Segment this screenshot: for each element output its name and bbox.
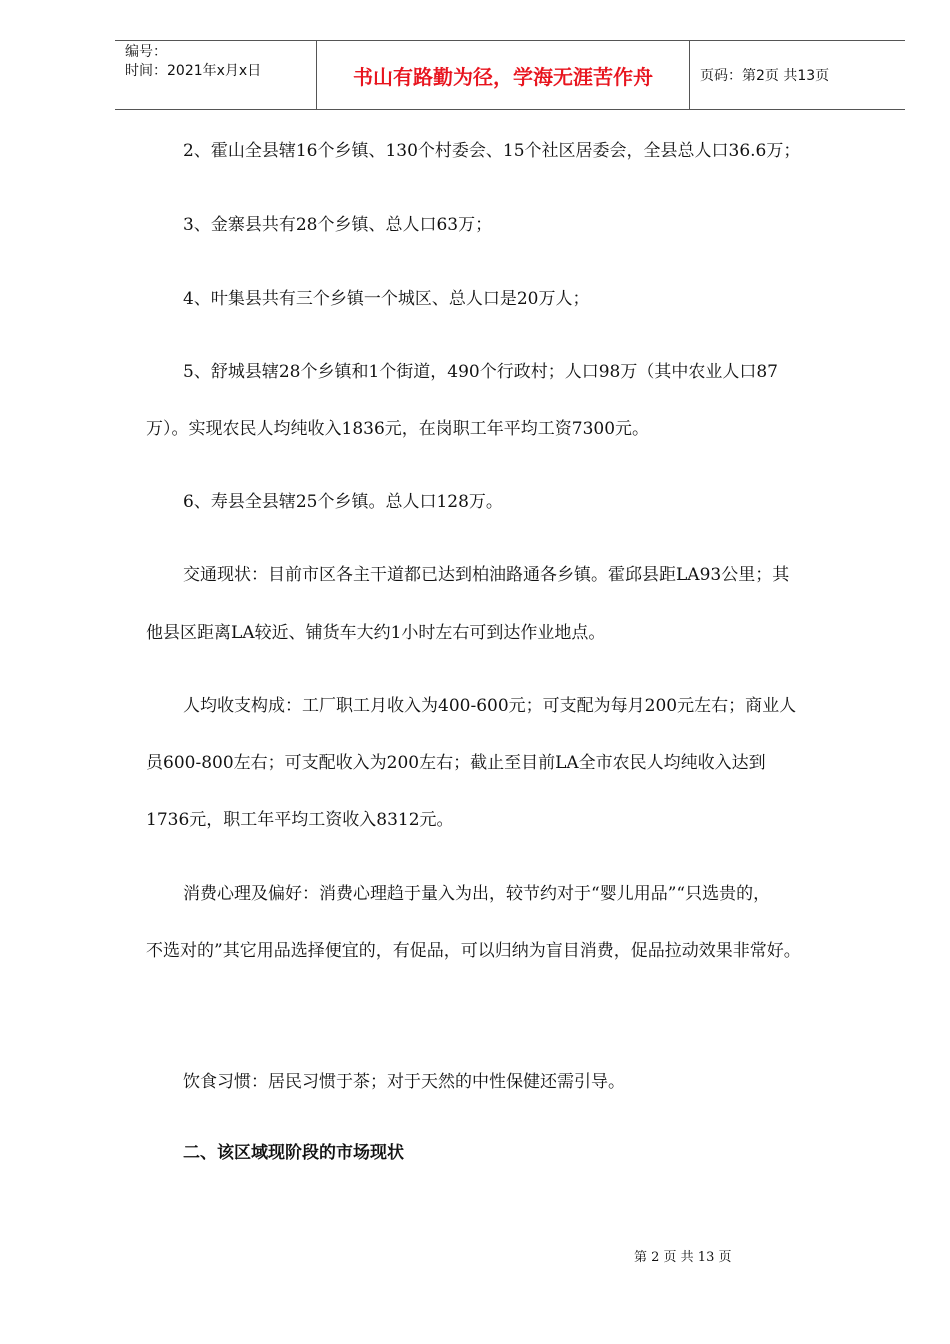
paragraph-shucheng-line2: 万）。实现农民人均纯收入1836元，在岗职工年平均工资7300元。 xyxy=(146,419,650,439)
paragraph-traffic-line1: 交通现状：目前市区各主干道都已达到柏油路通各乡镇。霍邱县距LA93公里；其 xyxy=(183,565,790,585)
paragraph-income-line1: 人均收支构成：工厂职工月收入为400-600元；可支配为每月200元左右；商业人 xyxy=(183,696,797,716)
doc-time-label: 时间：2021年x月x日 xyxy=(125,63,262,79)
paragraph-shouxian: 6、寿县全县辖25个乡镇。总人口128万。 xyxy=(183,492,503,512)
header-page-number: 页码：第2页 共13页 xyxy=(700,68,830,84)
paragraph-huoshan: 2、霍山全县辖16个乡镇、130个村委会、15个社区居委会，全县总人口36.6万； xyxy=(183,141,801,161)
paragraph-traffic-line2: 他县区距离LA较近、铺货车大约1小时左右可到达作业地点。 xyxy=(146,623,606,643)
page-header xyxy=(115,40,905,110)
paragraph-income-line3: 1736元，职工年平均工资收入8312元。 xyxy=(146,810,454,830)
paragraph-diet: 饮食习惯：居民习惯于茶；对于天然的中性保健还需引导。 xyxy=(183,1072,625,1092)
paragraph-consumption-line1: 消费心理及偏好：消费心理趋于量入为出，较节约对于“婴儿用品”“只选贵的， xyxy=(183,884,771,904)
paragraph-income-line2: 员600-800左右；可支配收入为200左右；截止至目前LA全市农民人均纯收入达到 xyxy=(146,753,766,773)
paragraph-shucheng-line1: 5、舒城县辖28个乡镇和1个街道，490个行政村；人口98万（其中农业人口87 xyxy=(183,362,778,382)
paragraph-yeji: 4、叶集县共有三个乡镇一个城区、总人口是20万人； xyxy=(183,289,590,309)
paragraph-jinzhai: 3、金寨县共有28个乡镇、总人口63万； xyxy=(183,215,493,235)
page-footer: 第 2 页 共 13 页 xyxy=(634,1250,732,1265)
section-heading: 二、该区域现阶段的市场现状 xyxy=(183,1143,404,1163)
header-motto: 书山有路勤为径，学海无涯苦作舟 xyxy=(317,41,690,109)
header-meta xyxy=(115,41,317,109)
paragraph-consumption-line2: 不选对的”其它用品选择便宜的，有促品，可以归纳为盲目消费，促品拉动效果非常好。 xyxy=(146,941,801,961)
doc-number-label: 编号： xyxy=(125,44,167,60)
